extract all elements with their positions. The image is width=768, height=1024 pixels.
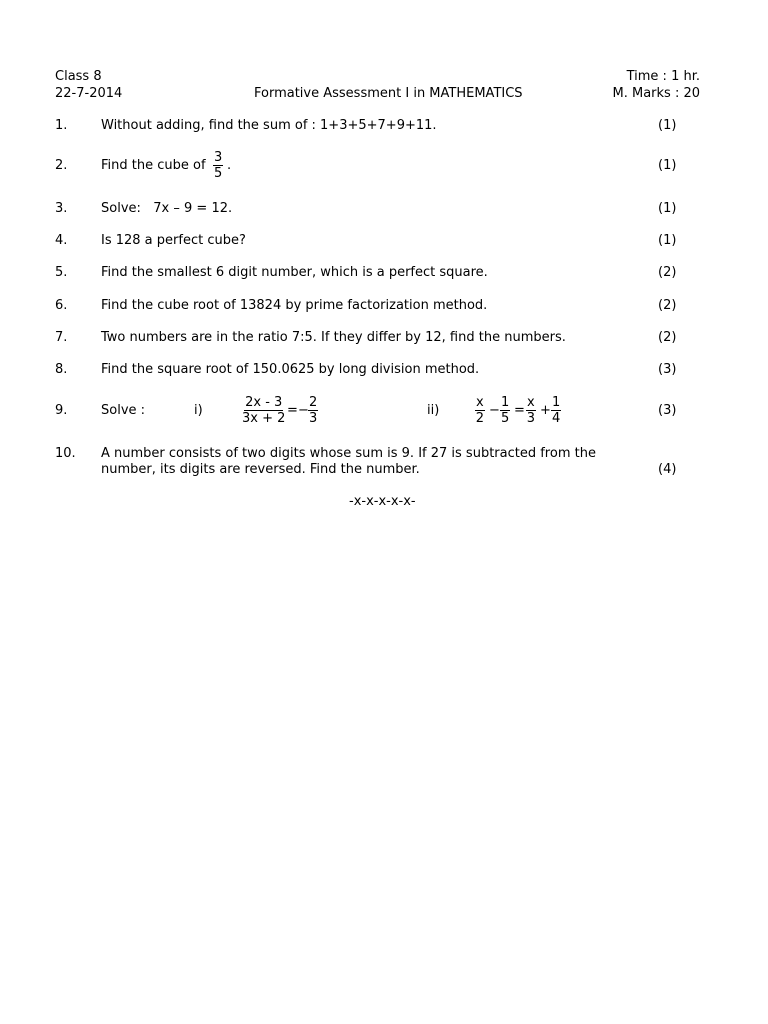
numerator: 3 xyxy=(214,150,223,165)
denominator: 2 xyxy=(475,411,484,426)
denominator: 3x + 2 xyxy=(242,411,286,426)
fraction xyxy=(500,396,510,425)
question-text: Find the smallest 6 digit number, which is a perfect square. xyxy=(101,265,488,280)
question-marks: (2) xyxy=(658,330,677,345)
fraction xyxy=(526,396,536,425)
equation-rhs-fraction xyxy=(308,396,318,425)
question-number: 9. xyxy=(55,403,68,418)
class-label: Class 8 xyxy=(55,69,102,84)
minus-sign: − xyxy=(298,403,309,418)
minus-sign: − xyxy=(489,403,500,418)
max-marks: M. Marks : 20 xyxy=(612,86,700,101)
fraction xyxy=(475,396,485,425)
question-number: 10. xyxy=(55,446,76,461)
numerator: 2x - 3 xyxy=(245,395,283,410)
equals-sign: = xyxy=(287,403,298,418)
question-marks: (3) xyxy=(658,362,677,377)
fraction xyxy=(551,396,561,425)
exam-title: Formative Assessment I in MATHEMATICS xyxy=(254,86,523,101)
question-text: Is 128 a perfect cube? xyxy=(101,233,246,248)
question-number: 1. xyxy=(55,118,68,133)
equation-lhs-fraction xyxy=(242,396,285,425)
question-text: Find the cube of xyxy=(101,158,206,173)
question-text-line-1: A number consists of two digits whose sum is 9. If 27 is subtracted from the xyxy=(101,446,596,461)
denominator: 5 xyxy=(214,166,223,181)
question-text: Solve : xyxy=(101,403,146,418)
numerator: 1 xyxy=(552,395,561,410)
numerator: 1 xyxy=(501,395,510,410)
part-label: i) xyxy=(194,403,203,418)
question-number: 6. xyxy=(55,298,68,313)
question-marks: (4) xyxy=(658,462,677,477)
question-marks: (1) xyxy=(658,233,677,248)
time-allowed: Time : 1 hr. xyxy=(626,69,700,84)
question-text: Find the cube root of 13824 by prime factorization method. xyxy=(101,298,488,313)
numerator: 2 xyxy=(309,395,318,410)
question-text: Two numbers are in the ratio 7:5. If they differ by 12, find the numbers. xyxy=(101,330,566,345)
plus-sign: + xyxy=(540,403,551,418)
question-text: Find the square root of 150.0625 by long division method. xyxy=(101,362,480,377)
equals-sign: = xyxy=(514,403,525,418)
question-number: 2. xyxy=(55,158,68,173)
exam-date: 22-7-2014 xyxy=(55,86,123,101)
question-marks: (1) xyxy=(658,118,677,133)
question-number: 8. xyxy=(55,362,68,377)
part-label: ii) xyxy=(427,403,440,418)
numerator: x xyxy=(476,395,484,410)
question-marks: (2) xyxy=(658,265,677,280)
denominator: 4 xyxy=(552,411,561,426)
question-suffix: . xyxy=(227,158,232,173)
question-marks: (2) xyxy=(658,298,677,313)
question-marks: (1) xyxy=(658,158,677,173)
denominator: 3 xyxy=(309,411,318,426)
question-number: 7. xyxy=(55,330,68,345)
question-text: Without adding, find the sum of : 1+3+5+7+9+11. xyxy=(101,118,437,133)
question-marks: (1) xyxy=(658,201,677,216)
question-text-line-2: number, its digits are reversed. Find the number. xyxy=(101,462,420,477)
question-marks: (3) xyxy=(658,403,677,418)
fraction xyxy=(213,151,223,180)
question-number: 5. xyxy=(55,265,68,280)
question-text: Solve: 7x – 9 = 12. xyxy=(101,201,233,216)
end-marker: -x-x-x-x-x- xyxy=(349,494,416,509)
question-number: 4. xyxy=(55,233,68,248)
denominator: 3 xyxy=(526,411,535,426)
question-number: 3. xyxy=(55,201,68,216)
numerator: x xyxy=(527,395,535,410)
denominator: 5 xyxy=(501,411,510,426)
